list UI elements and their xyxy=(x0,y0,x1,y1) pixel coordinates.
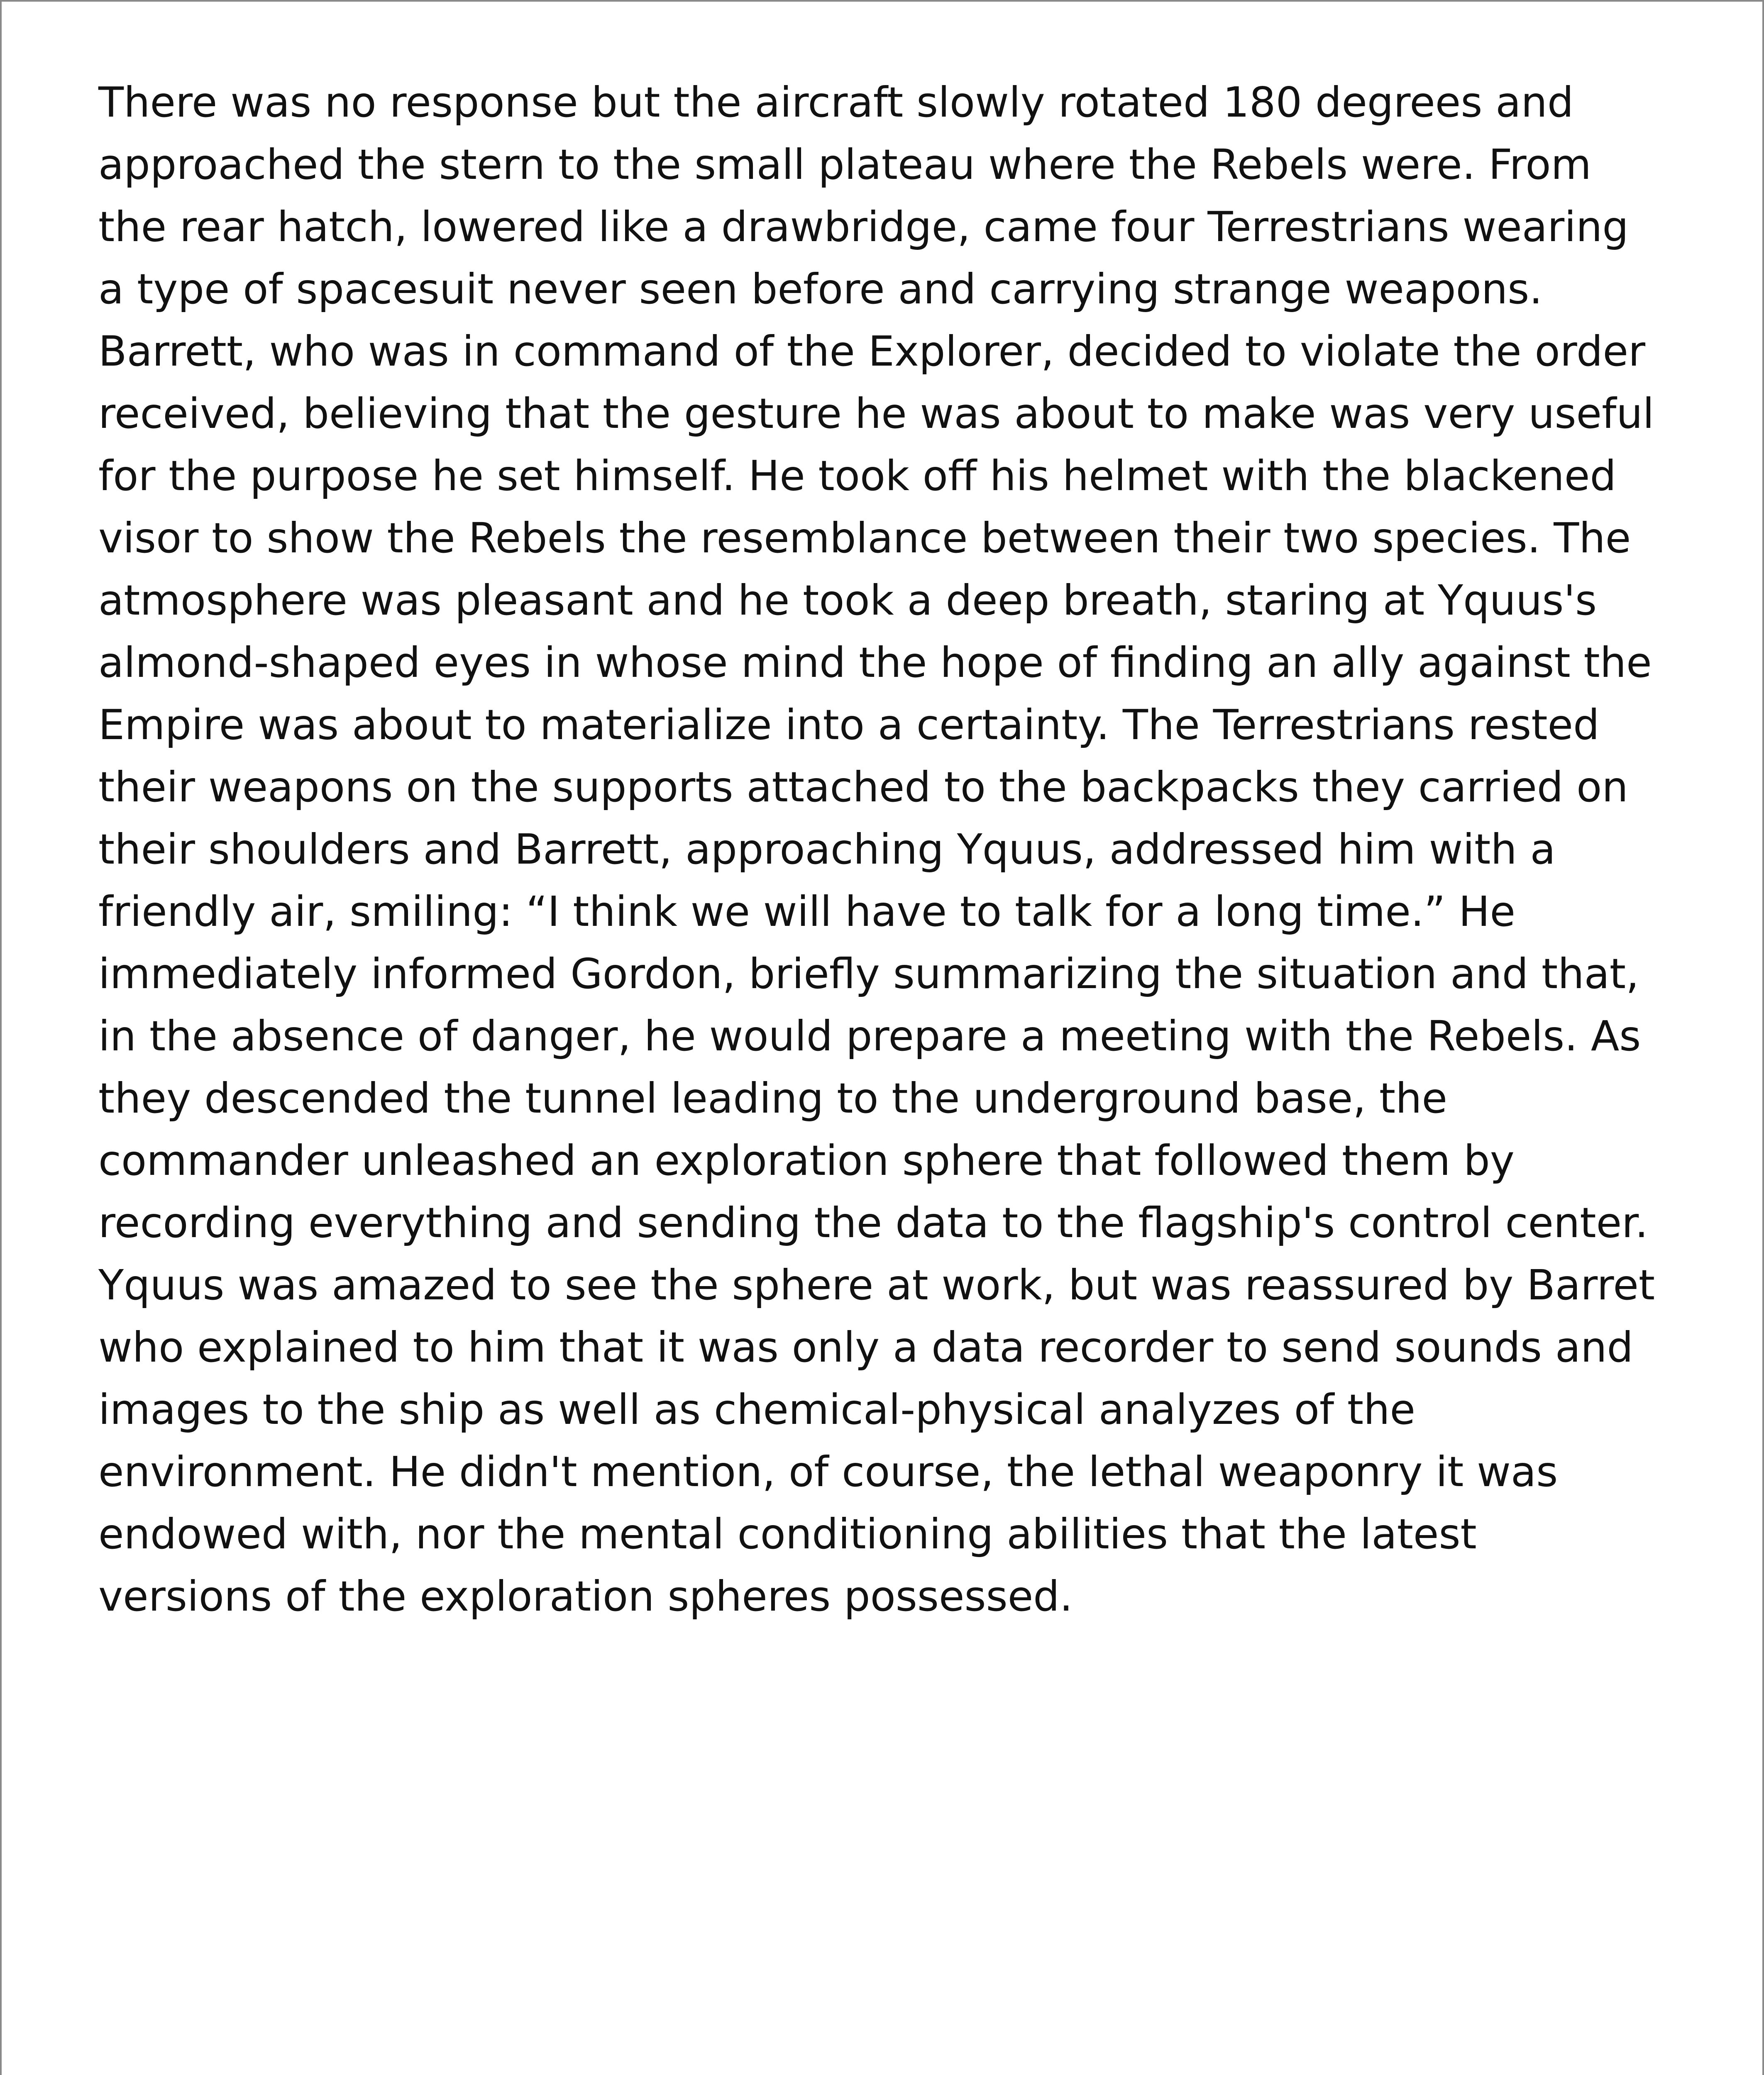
body-paragraph: There was no response but the aircraft slowly rotated 180 degrees and approached the stern to the small plateau where the Rebels were. From the rear hatch, lowered like a drawbridge, came four Terrestrians wearing a type of spacesuit never seen before and carrying strange weapons. Barrett, who was in command of the Explorer, decided to violate the order received, believing that the gesture he was about to make was very useful for the purpose he set himself. He took off his helmet with the blackened visor to show the Rebels the resemblance between their two species. The atmosphere was pleasant and he took a deep breath, staring at Yquus's almond-shaped eyes in whose mind the hope of finding an ally against the Empire was about to materialize into a certainty. The Terrestrians rested their weapons on the supports attached to the backpacks they carried on their shoulders and Barrett, approaching Yquus, addressed him with a friendly air, smiling: “I think we will have to talk for a long time.” He immediately informed Gordon, briefly summarizing the situation and that, in the absence of danger, he would prepare a meeting with the Rebels. As they descended the tunnel leading to the underground base, the commander unleashed an exploration sphere that followed them by recording everything and sending the data to the flagship's control center. Yquus was amazed to see the sphere at work, but was reassured by Barret who explained to him that it was only a data recorder to send sounds and images to the ship as well as chemical-physical analyzes of the environment. He didn't mention, of course, the lethal weaponry it was endowed with, nor the mental conditioning abilities that the latest versions of the exploration spheres possessed. xyxy=(98,78,1655,1621)
